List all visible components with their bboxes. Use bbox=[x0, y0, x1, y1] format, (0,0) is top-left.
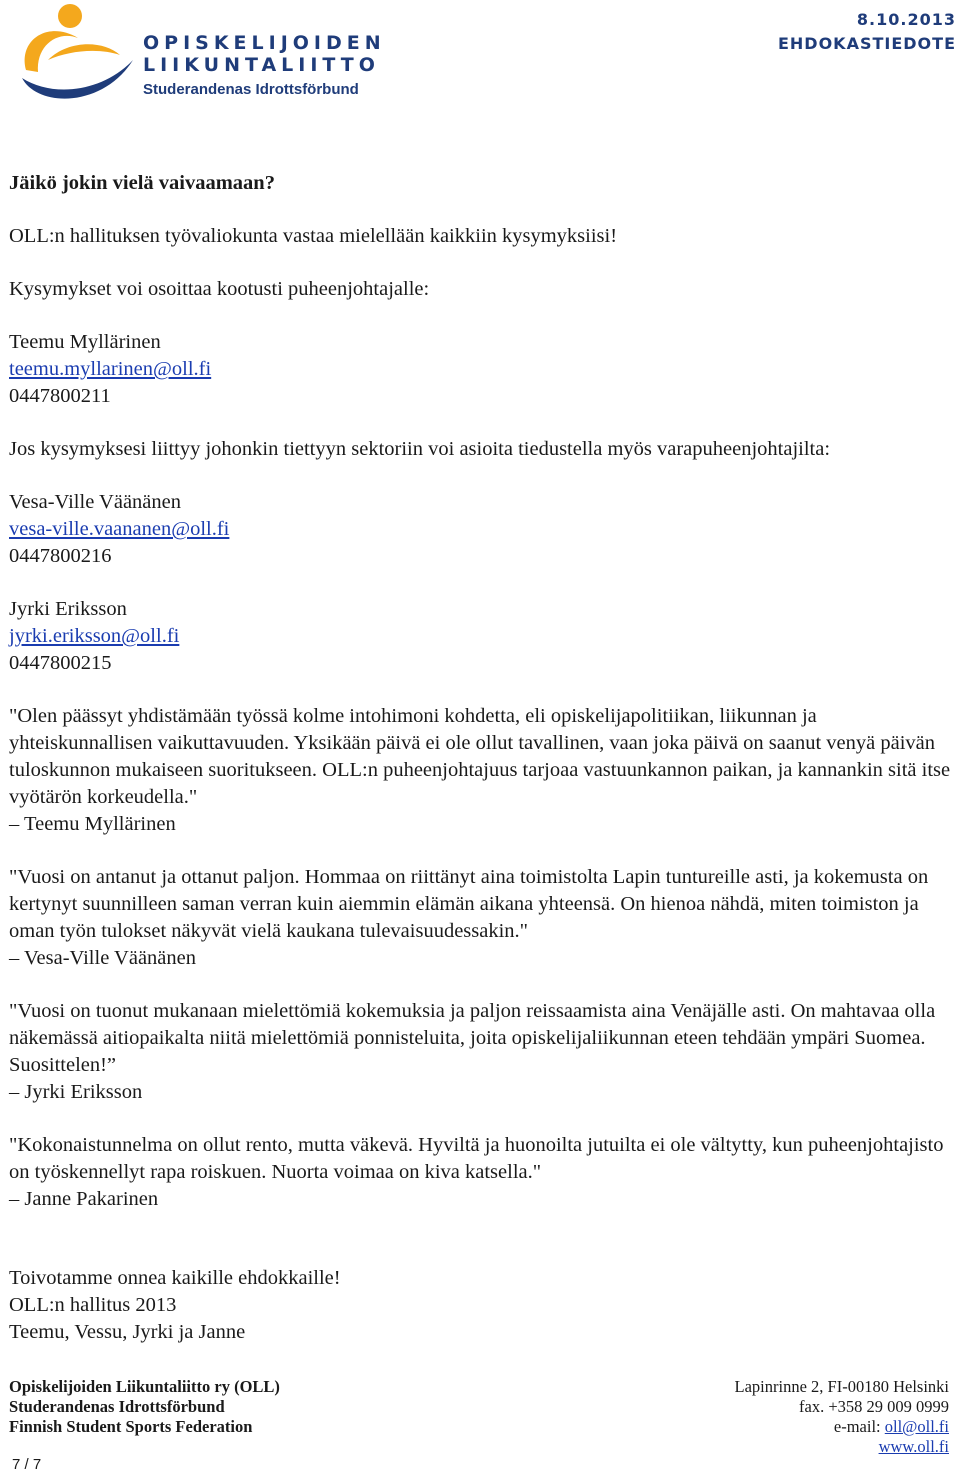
footer-email-label: e-mail: bbox=[833, 1417, 885, 1436]
quote-text: "Vuosi on antanut ja ottanut paljon. Hommaa on riittänyt aina toimistolta Lapin tuntureille asti, ja kokemusta on kertynyt suunnilleen saman verran kuin aiemmin elämän aikana yhteensä. On hienoa nähdä, miten toimiston ja oman työn tulokset näkyvät vielä kaukana tulevaisuudessakin." bbox=[9, 866, 929, 942]
contact-name: Teemu Myllärinen bbox=[9, 331, 161, 353]
footer-org bbox=[9, 1377, 280, 1437]
header-meta bbox=[778, 8, 956, 56]
quote-text: "Kokonaistunnelma on ollut rento, mutta väkevä. Hyviltä ja huonoilta jutuilta ei ole vältytty, kun puheenjohtajisto on työskennellyt rapa roiskuen. Nuorta voimaa on kiva katsella." bbox=[9, 1134, 944, 1183]
closing-line: Toivotamme onnea kaikille ehdokkaille! bbox=[9, 1267, 341, 1289]
footer-org-fi: Opiskelijoiden Liikuntaliitto ry (OLL) bbox=[9, 1377, 280, 1396]
footer-contact bbox=[735, 1377, 949, 1457]
closing-line: Teemu, Vessu, Jyrki ja Janne bbox=[9, 1321, 246, 1343]
contact-name: Jyrki Eriksson bbox=[9, 598, 127, 620]
contact-email-link[interactable]: vesa-ville.vaananen@oll.fi bbox=[9, 518, 230, 540]
logo-text bbox=[143, 32, 386, 100]
footer-fax: fax. +358 29 009 0999 bbox=[799, 1397, 949, 1416]
footer-org-en: Finnish Student Sports Federation bbox=[9, 1417, 253, 1436]
page-number: 7 / 7 bbox=[12, 1456, 42, 1473]
logo-line-1: OPISKELIJOIDEN bbox=[143, 32, 386, 54]
logo-line-3: Studerandenas Idrottsförbund bbox=[143, 81, 359, 98]
quote-text: "Olen päässyt yhdistämään työssä kolme intohimoni kohdetta, eli opiskelijapolitiikan, liikunnan ja yhteiskunnallisen vaikuttavuuden. Yksikään päivä ei ole ollut tavallinen, vaan joka päivä on saanut venyä päivän tuloskunnon mukaiseen suoritukseen. OLL:n puheenjohtajuus tarjoaa vastuunkannon paikan, ja kannankin sitä itse vyötärön korkeudella." bbox=[9, 705, 951, 808]
contact-vice-2 bbox=[9, 596, 954, 677]
contact-vice-1 bbox=[9, 489, 954, 570]
contact-email-link[interactable]: teemu.myllarinen@oll.fi bbox=[9, 358, 212, 380]
ask-text: Kysymykset voi osoittaa kootusti puheenjohtajalle: bbox=[9, 278, 430, 300]
quote-author: – Vesa-Ville Väänänen bbox=[9, 947, 197, 969]
oll-logo bbox=[8, 0, 386, 105]
contact-phone: 0447800211 bbox=[9, 385, 111, 407]
header-section: EHDOKASTIEDOTE bbox=[777, 34, 956, 53]
contact-chair bbox=[9, 329, 954, 410]
quote-text: "Vuosi on tuonut mukanaan mielettömiä kokemuksia ja paljon reissaamista aina Venäjälle asti. On mahtavaa olla näkemässä aitiopaikalta niitä mielettömiä ponnisteluita, joita opiskelijaliikunnan eteen tehdään ympäri Suomea. Suosittelen!” bbox=[9, 1000, 936, 1076]
contact-phone: 0447800216 bbox=[9, 545, 112, 567]
contact-phone: 0447800215 bbox=[9, 652, 112, 674]
sector-note: Jos kysymyksesi liittyy johonkin tiettyyn sektoriin voi asioita tiedustella myös varapuheenjohtajilta: bbox=[9, 438, 831, 460]
header-date: 8.10.2013 bbox=[856, 10, 956, 29]
footer-web-link[interactable]: www.oll.fi bbox=[878, 1437, 949, 1456]
quote-author: – Jyrki Eriksson bbox=[9, 1081, 143, 1103]
quote-author: – Janne Pakarinen bbox=[9, 1188, 159, 1210]
document-body bbox=[9, 170, 954, 1346]
footer-org-sv: Studerandenas Idrottsförbund bbox=[9, 1397, 225, 1416]
logo-mark-icon bbox=[8, 0, 148, 105]
quote-author: – Teemu Myllärinen bbox=[9, 813, 176, 835]
section-heading: Jäikö jokin vielä vaivaamaan? bbox=[9, 172, 275, 194]
intro-text: OLL:n hallituksen työvaliokunta vastaa mielellään kaikkiin kysymyksiisi! bbox=[9, 225, 618, 247]
closing-line: OLL:n hallitus 2013 bbox=[9, 1294, 177, 1316]
contact-email-link[interactable]: jyrki.eriksson@oll.fi bbox=[9, 625, 180, 647]
logo-line-2: LIIKUNTALIITTO bbox=[143, 54, 380, 76]
footer-email-row bbox=[735, 1417, 949, 1437]
contact-name: Vesa-Ville Väänänen bbox=[9, 491, 181, 513]
footer-email-link[interactable]: oll@oll.fi bbox=[884, 1417, 949, 1436]
footer-address: Lapinrinne 2, FI-00180 Helsinki bbox=[734, 1377, 949, 1396]
